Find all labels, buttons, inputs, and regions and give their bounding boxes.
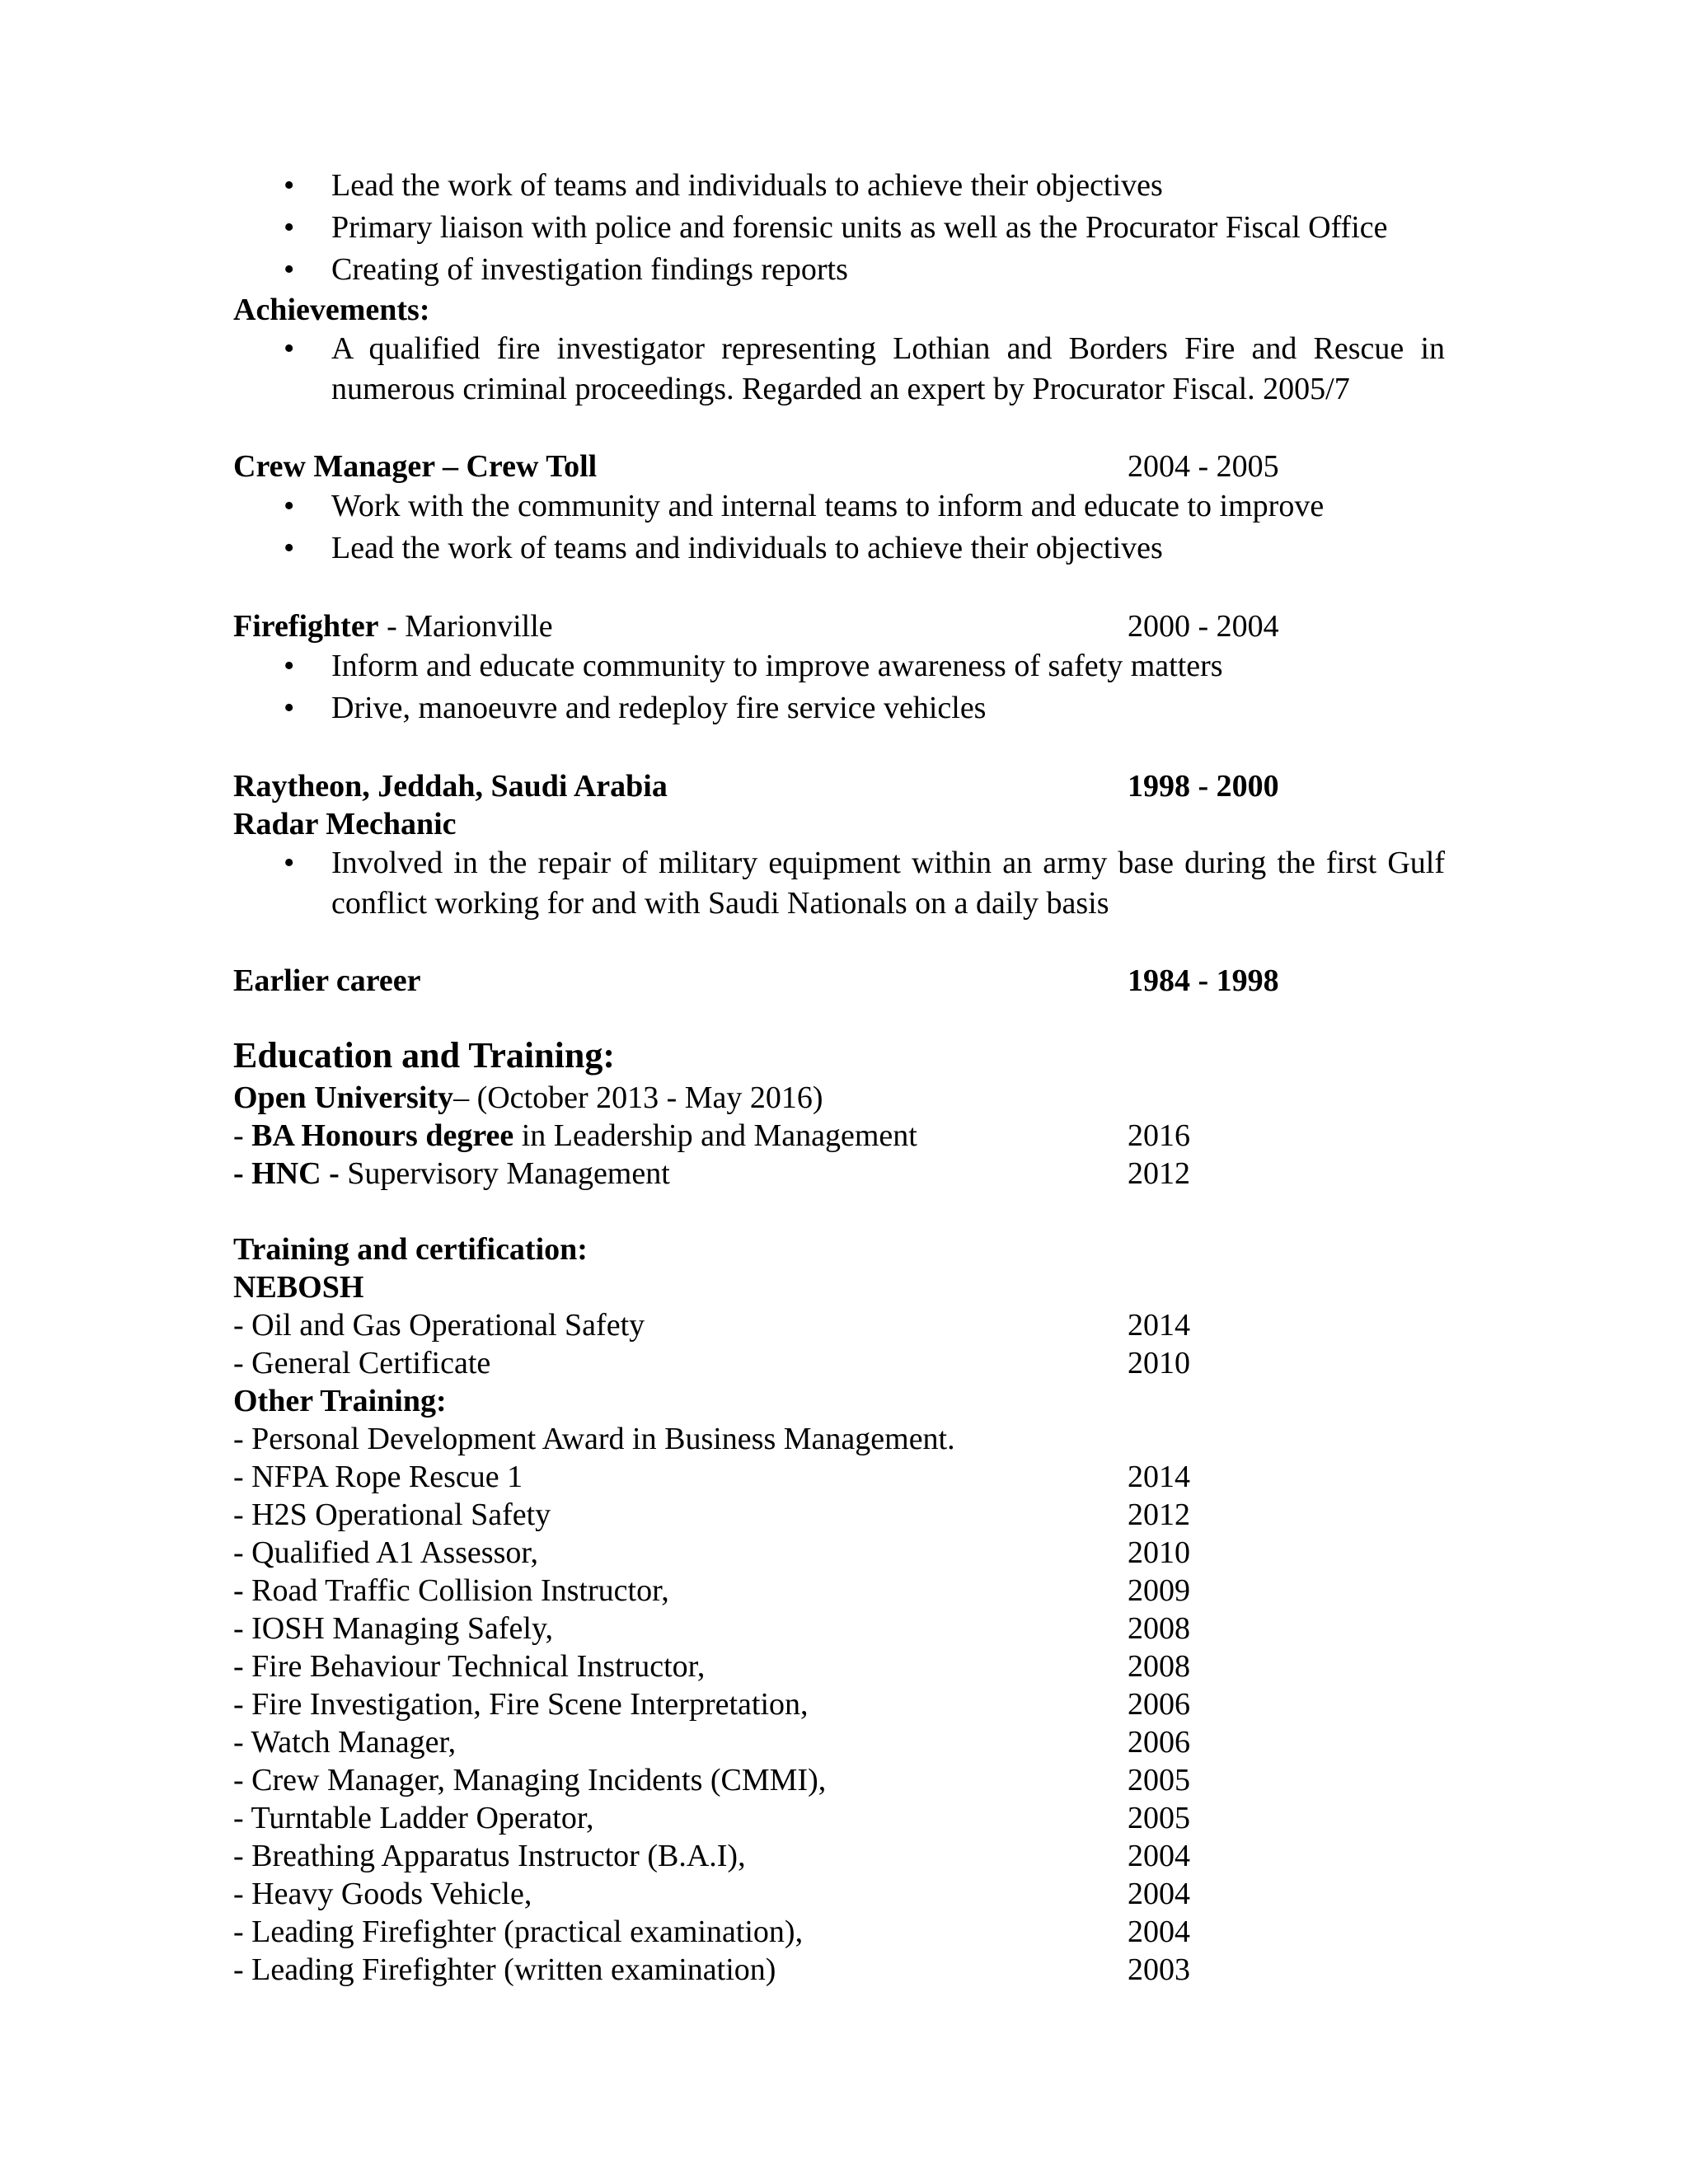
- training-year: 2012: [1128, 1497, 1190, 1532]
- training-year: 2005: [1128, 1801, 1190, 1835]
- job-title: Earlier career: [233, 963, 421, 998]
- training-row: [233, 1761, 1445, 1799]
- job-title: Firefighter: [233, 609, 379, 644]
- training-name: - Breathing Apparatus Instructor (B.A.I),: [233, 1839, 746, 1873]
- training-year: 2006: [1128, 1725, 1190, 1760]
- training-row: [233, 1913, 1445, 1951]
- other-training-list: [233, 1420, 1445, 1989]
- job-bullets: [233, 485, 1445, 569]
- training-row: [233, 1306, 1445, 1344]
- training-year: 2003: [1128, 1952, 1190, 1987]
- training-year: 2008: [1128, 1611, 1190, 1646]
- training-row: [233, 1344, 1445, 1382]
- training-name: - Oil and Gas Operational Safety: [233, 1308, 645, 1343]
- achievements-heading: Achievements:: [233, 293, 430, 327]
- training-row: [233, 1534, 1445, 1572]
- training-year: 2004: [1128, 1877, 1190, 1911]
- training-year: 2014: [1128, 1308, 1190, 1343]
- degree-year: 2012: [1128, 1156, 1190, 1191]
- training-year: 2004: [1128, 1839, 1190, 1873]
- training-row: [233, 1951, 1445, 1989]
- education-institution-line: [233, 1079, 1445, 1117]
- degree-row: [233, 1117, 1445, 1155]
- training-name: - Leading Firefighter (written examination): [233, 1952, 776, 1987]
- job-role: Radar Mechanic: [233, 807, 457, 841]
- nebosh-list: [233, 1306, 1445, 1382]
- job-dates: 1984 - 1998: [1128, 963, 1279, 998]
- job-dates: 2000 - 2004: [1128, 609, 1279, 644]
- training-name: - Fire Behaviour Technical Instructor,: [233, 1649, 706, 1684]
- achievements-list: [233, 329, 1445, 410]
- intro-bullet-list: [233, 165, 1445, 291]
- degree-year: 2016: [1128, 1118, 1190, 1153]
- training-heading: Training and certification:: [233, 1232, 588, 1267]
- job-header-crew-manager: [233, 448, 1445, 485]
- training-year: 2009: [1128, 1573, 1190, 1608]
- degree-name: - BA Honours degree in Leadership and Management: [233, 1118, 917, 1153]
- job-header-earlier: [233, 962, 1445, 1000]
- list-item: • Drive, manoeuvre and redeploy fire service vehicles: [233, 687, 1445, 729]
- training-name: - Heavy Goods Vehicle,: [233, 1877, 532, 1911]
- training-row: [233, 1875, 1445, 1913]
- training-row: [233, 1572, 1445, 1610]
- training-name: - General Certificate: [233, 1346, 491, 1380]
- training-row: [233, 1420, 1445, 1458]
- degree-name: - HNC - Supervisory Management: [233, 1156, 670, 1191]
- training-year: 2005: [1128, 1763, 1190, 1797]
- training-name: - Watch Manager,: [233, 1725, 457, 1760]
- training-name: - Qualified A1 Assessor,: [233, 1535, 538, 1570]
- training-name: - H2S Operational Safety: [233, 1497, 551, 1532]
- list-item: • Involved in the repair of military equipment within an army base during the first Gulf conflict working for and with Saudi Nationals on a daily basis: [233, 843, 1445, 924]
- list-item: • Lead the work of teams and individuals to achieve their objectives: [233, 165, 1445, 207]
- list-item: • Primary liaison with police and forensic units as well as the Procurator Fiscal Office: [233, 207, 1445, 249]
- training-row: [233, 1496, 1445, 1534]
- list-item: • Work with the community and internal teams to inform and educate to improve: [233, 485, 1445, 527]
- training-row: [233, 1723, 1445, 1761]
- training-name: - Turntable Ladder Operator,: [233, 1801, 594, 1835]
- job-dates: 1998 - 2000: [1128, 769, 1279, 804]
- job-header-raytheon: [233, 767, 1445, 805]
- training-row: [233, 1647, 1445, 1685]
- list-item: • Inform and educate community to improve awareness of safety matters: [233, 645, 1445, 687]
- job-title-wrap: [233, 607, 1128, 645]
- training-year: 2004: [1128, 1915, 1190, 1949]
- job-bullets: [233, 843, 1445, 924]
- training-name: - Fire Investigation, Fire Scene Interpretation,: [233, 1687, 809, 1722]
- training-name: - Crew Manager, Managing Incidents (CMMI),: [233, 1763, 827, 1797]
- list-item: • A qualified fire investigator representing Lothian and Borders Fire and Rescue in numerous criminal proceedings. Regarded an expert by Procurator Fiscal. 2005/7: [233, 329, 1445, 410]
- cv-page: [233, 165, 1445, 1989]
- institution-name: Open University: [233, 1080, 454, 1115]
- training-year: 2010: [1128, 1346, 1190, 1380]
- list-item: • Lead the work of teams and individuals to achieve their objectives: [233, 527, 1445, 569]
- training-year: 2010: [1128, 1535, 1190, 1570]
- training-year: 2008: [1128, 1649, 1190, 1684]
- training-name: - IOSH Managing Safely,: [233, 1611, 554, 1646]
- training-year: 2014: [1128, 1460, 1190, 1494]
- training-row: [233, 1837, 1445, 1875]
- training-year: 2006: [1128, 1687, 1190, 1722]
- training-row: [233, 1799, 1445, 1837]
- training-row: [233, 1685, 1445, 1723]
- training-row: [233, 1458, 1445, 1496]
- job-header-firefighter: [233, 607, 1445, 645]
- degree-row: [233, 1155, 1445, 1193]
- other-training-heading: Other Training:: [233, 1384, 447, 1418]
- job-dates: 2004 - 2005: [1128, 449, 1279, 484]
- training-name: - Road Traffic Collision Instructor,: [233, 1573, 669, 1608]
- education-heading: Education and Training:: [233, 1035, 615, 1076]
- job-title: Crew Manager – Crew Toll: [233, 449, 598, 484]
- nebosh-heading: NEBOSH: [233, 1270, 364, 1305]
- training-row: [233, 1610, 1445, 1647]
- institution-period: – (October 2013 - May 2016): [453, 1080, 823, 1115]
- training-name: - Personal Development Award in Business Management.: [233, 1422, 955, 1456]
- job-location: - Marionville: [378, 609, 553, 644]
- list-item: • Creating of investigation findings reports: [233, 249, 1445, 291]
- job-employer: Raytheon, Jeddah, Saudi Arabia: [233, 769, 668, 804]
- training-name: - NFPA Rope Rescue 1: [233, 1460, 523, 1494]
- training-name: - Leading Firefighter (practical examination),: [233, 1915, 804, 1949]
- job-bullets: [233, 645, 1445, 729]
